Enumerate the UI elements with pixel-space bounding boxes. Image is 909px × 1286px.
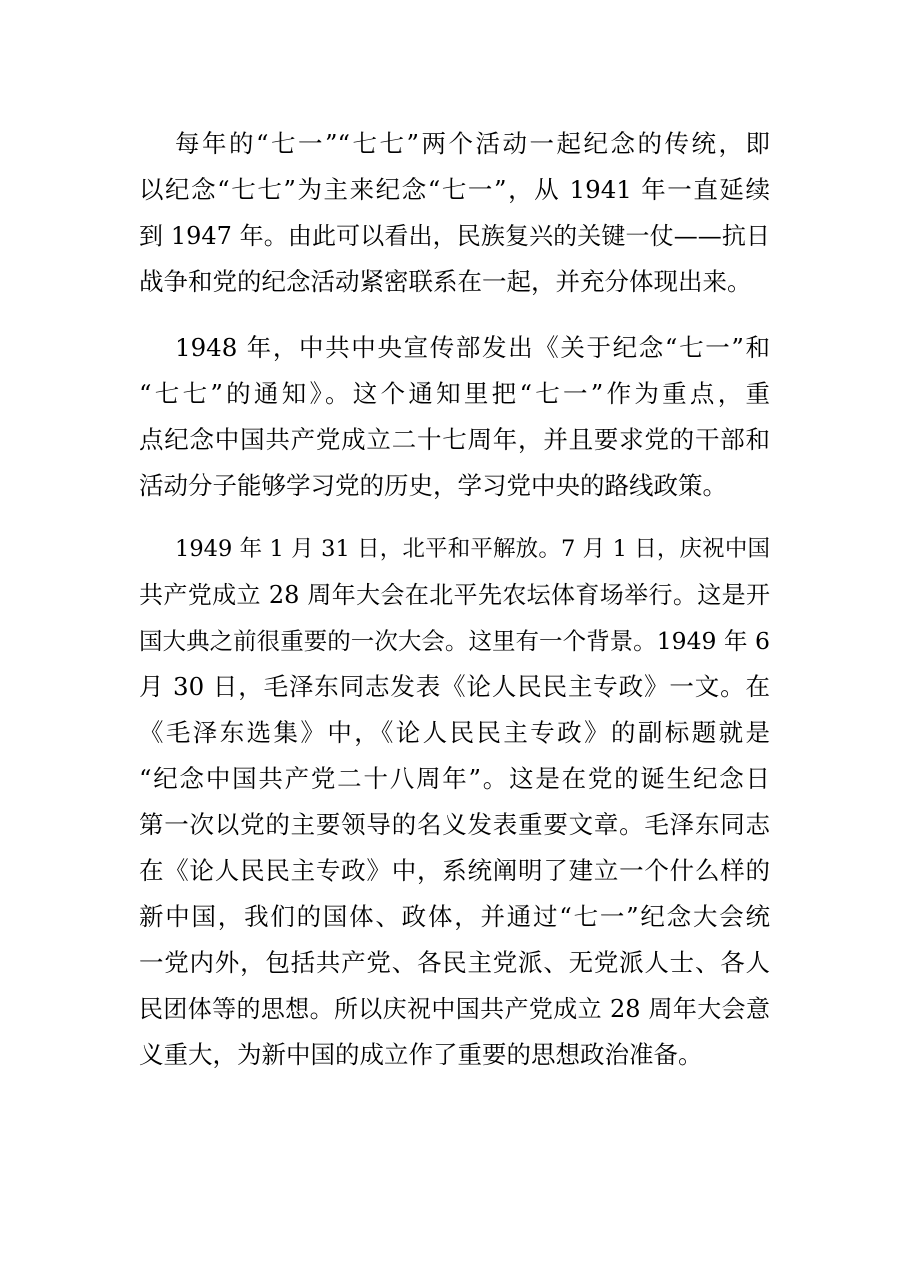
text-line: 共产党成立 28 周年大会在北平先农坛体育场举行。这是开 <box>139 581 770 609</box>
text-line: 活动分子能够学习党的历史，学习党中央的路线政策。 <box>139 471 727 500</box>
text-line: 民团体等的思想。所以庆祝中国共产党成立 28 周年大会意 <box>139 995 770 1023</box>
text-line: 每年的“七一”“七七”两个活动一起纪念的传统，即 <box>175 129 770 158</box>
text-line: 新中国，我们的国体、政体，并通过“七一”纪念大会统 <box>139 902 770 931</box>
text-line: 以纪念“七七”为主来纪念“七一”，从 1941 年一直延续 <box>139 175 770 204</box>
text-line: 到 1947 年。由此可以看出，民族复兴的关键一仗——抗日 <box>139 222 770 250</box>
text-line: “纪念中国共产党二十八周年”。这是在党的诞生纪念日 <box>139 764 770 793</box>
text-line: 月 30 日，毛泽东同志发表《论人民民主专政》一文。在 <box>139 672 770 701</box>
text-line: 在《论人民民主专政》中，系统阐明了建立一个什么样的 <box>139 856 770 885</box>
text-line: 国大典之前很重要的一次大会。这里有一个背景。1949 年 6 <box>139 627 770 655</box>
text-line: 战争和党的纪念活动紧密联系在一起，并充分体现出来。 <box>139 267 752 296</box>
text-line: 1948 年，中共中央宣传部发出《关于纪念“七一”和 <box>175 333 770 362</box>
text-line: 《毛泽东选集》中，《论人民民主专政》的副标题就是 <box>139 718 770 747</box>
text-line: 一党内外，包括共产党、各民主党派、无党派人士、各人 <box>139 948 770 977</box>
text-line: 义重大，为新中国的成立作了重要的思想政治准备。 <box>139 1040 703 1069</box>
text-line: “七七”的通知》。这个通知里把“七一”作为重点，重 <box>139 379 770 408</box>
text-line: 点纪念中国共产党成立二十七周年，并且要求党的干部和 <box>139 425 770 454</box>
text-line: 1949 年 1 月 31 日，北平和平解放。7 月 1 日，庆祝中国 <box>175 536 770 562</box>
text-line: 第一次以党的主要领导的名义发表重要文章。毛泽东同志 <box>139 810 770 839</box>
